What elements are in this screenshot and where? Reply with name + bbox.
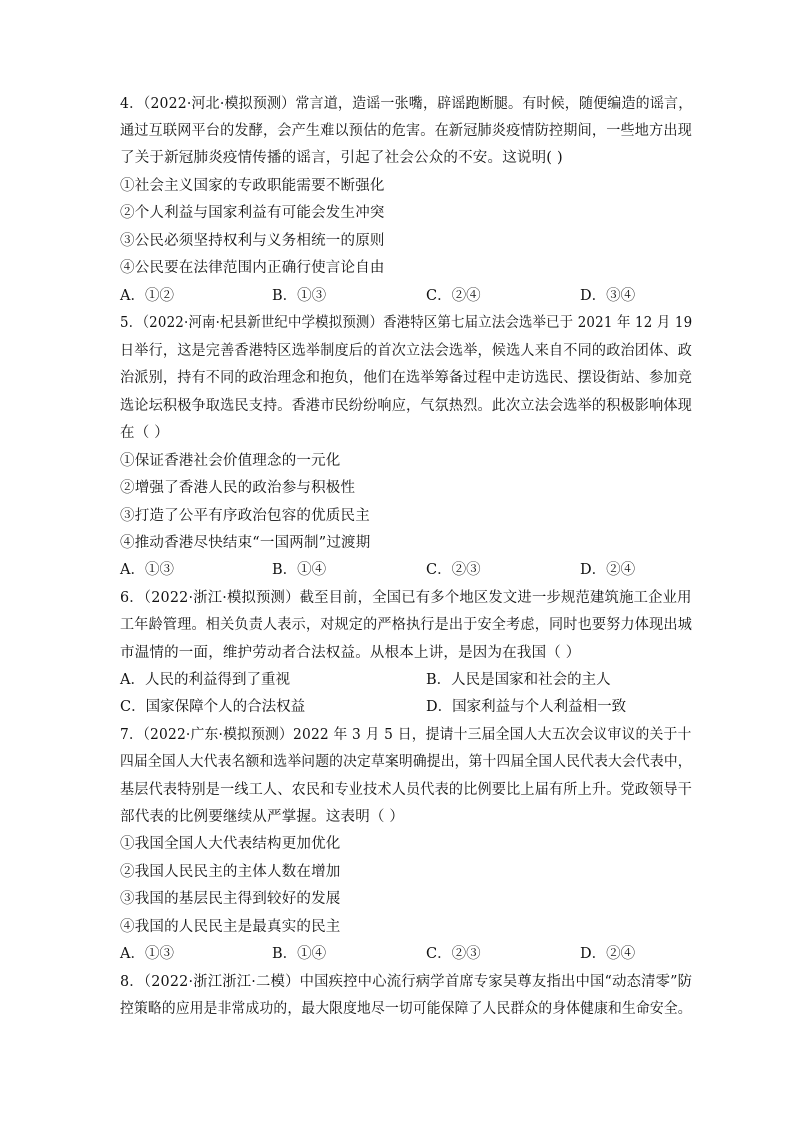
q5-choice-d: D．②④ <box>580 562 636 578</box>
q4-choices <box>120 286 690 306</box>
q5-choice-a: A．①③ <box>120 562 174 578</box>
q5-line-3: 治派别，持有不同的政治理念和抱负，他们在选举筹备过程中走访选民、摆设街站、参加竞 <box>120 370 693 386</box>
q7-option-1: ①我国全国人大代表结构更加优化 <box>120 836 341 852</box>
q4-option-2: ②个人利益与国家利益有可能会发生冲突 <box>120 205 385 221</box>
q7-line-1: 7．（2022·广东·模拟预测）2022 年 3 月 5 日，提请十三届全国人大五次会议审议的关于十 <box>120 727 692 743</box>
q5-choice-c: C．②③ <box>426 562 481 578</box>
q6-line-2: 工年龄管理。相关负责人表示，对规定的严格执行是出于安全考虑，同时也要努力体现出城 <box>120 617 693 633</box>
q7-option-4: ④我国的人民民主是最真实的民主 <box>120 919 341 935</box>
q6-choices-row-1 <box>120 670 690 690</box>
q5-option-1: ①保证香港社会价值理念的一元化 <box>120 453 341 469</box>
q4-choice-c: C．②④ <box>426 288 481 304</box>
q4-option-4: ④公民要在法律范围内正确行使言论自由 <box>120 260 385 276</box>
q6-choice-d: D．国家利益与个人利益相一致 <box>426 699 627 715</box>
q4-line-2: 通过互联网平台的发酵，会产生难以预估的危害。在新冠肺炎疫情防控期间，一些地方出现 <box>120 123 693 139</box>
q6-choice-c: C．国家保障个人的合法权益 <box>120 699 306 715</box>
q5-choices <box>120 560 690 580</box>
q5-line-1: 5．（2022·河南·杞县新世纪中学模拟预测）香港特区第七届立法会选举已于 2021 年 12 月 19 <box>120 315 693 331</box>
q4-choice-d: D．③④ <box>580 288 636 304</box>
q7-option-3: ③我国的基层民主得到较好的发展 <box>120 891 341 907</box>
q4-line-3: 了关于新冠肺炎疫情传播的谣言，引起了社会公众的不安。这说明( ) <box>120 150 563 166</box>
q6-line-3: 市温情的一面，维护劳动者合法权益。从根本上讲，是因为在我国（ ） <box>120 645 581 661</box>
q5-option-4: ④推动香港尽快结束“一国两制”过渡期 <box>120 535 371 551</box>
q6-choice-b: B．人民是国家和社会的主人 <box>426 672 611 688</box>
q4-option-3: ③公民必须坚持权利与义务相统一的原则 <box>120 233 385 249</box>
q4-choice-a: A．①② <box>120 288 174 304</box>
q7-choices <box>120 944 690 964</box>
q7-choice-c: C．②③ <box>426 946 481 962</box>
q4-line-1: 4．（2022·河北·模拟预测）常言道，造谣一张嘴，辟谣跑断腿。有时候，随便编造的谣言， <box>120 96 693 112</box>
q7-choice-a: A．①③ <box>120 946 174 962</box>
q5-option-3: ③打造了公平有序政治包容的优质民主 <box>120 508 370 524</box>
q5-line-4: 选论坛积极争取选民支持。香港市民纷纷响应，气氛热烈。此次立法会选举的积极影响体现 <box>120 398 693 414</box>
q8-line-1: 8．（2022·浙江浙江·二模）中国疾控中心流行病学首席专家吴尊友指出中国“动态清零”防 <box>120 974 693 990</box>
q8-line-2: 控策略的应用是非常成功的，最大限度地尽一切可能保障了人民群众的身体健康和生命安全。 <box>120 1001 692 1017</box>
q7-option-2: ②我国人民民主的主体人数在增加 <box>120 864 341 880</box>
q5-option-2: ②增强了香港人民的政治参与积极性 <box>120 480 356 496</box>
q4-choice-b: B．①③ <box>272 288 327 304</box>
q7-choice-b: B．①④ <box>272 946 327 962</box>
q5-choice-b: B．①④ <box>272 562 327 578</box>
q4-option-1: ①社会主义国家的专政职能需要不断强化 <box>120 178 385 194</box>
q7-line-2: 四届全国人大代表名额和选举问题的决定草案明确提出，第十四届全国人民代表大会代表中， <box>120 754 692 770</box>
q6-choice-a: A．人民的利益得到了重视 <box>120 672 290 688</box>
q7-choice-d: D．②④ <box>580 946 636 962</box>
q6-line-1: 6．（2022·浙江·模拟预测）截至目前，全国已有多个地区发文进一步规范建筑施工企业用 <box>120 590 692 606</box>
q7-line-3: 基层代表特别是一线工人、农民和专业技术人员代表的比例要比上届有所上升。党政领导干 <box>120 782 693 798</box>
q5-line-5: 在（ ） <box>120 425 169 441</box>
q6-choices-row-2 <box>120 697 690 717</box>
q5-line-2: 日举行，这是完善香港特区选举制度后的首次立法会选举，候选人来自不同的政治团体、政 <box>120 343 693 359</box>
q7-line-4: 部代表的比例要继续从严掌握。这表明（ ） <box>120 809 405 825</box>
